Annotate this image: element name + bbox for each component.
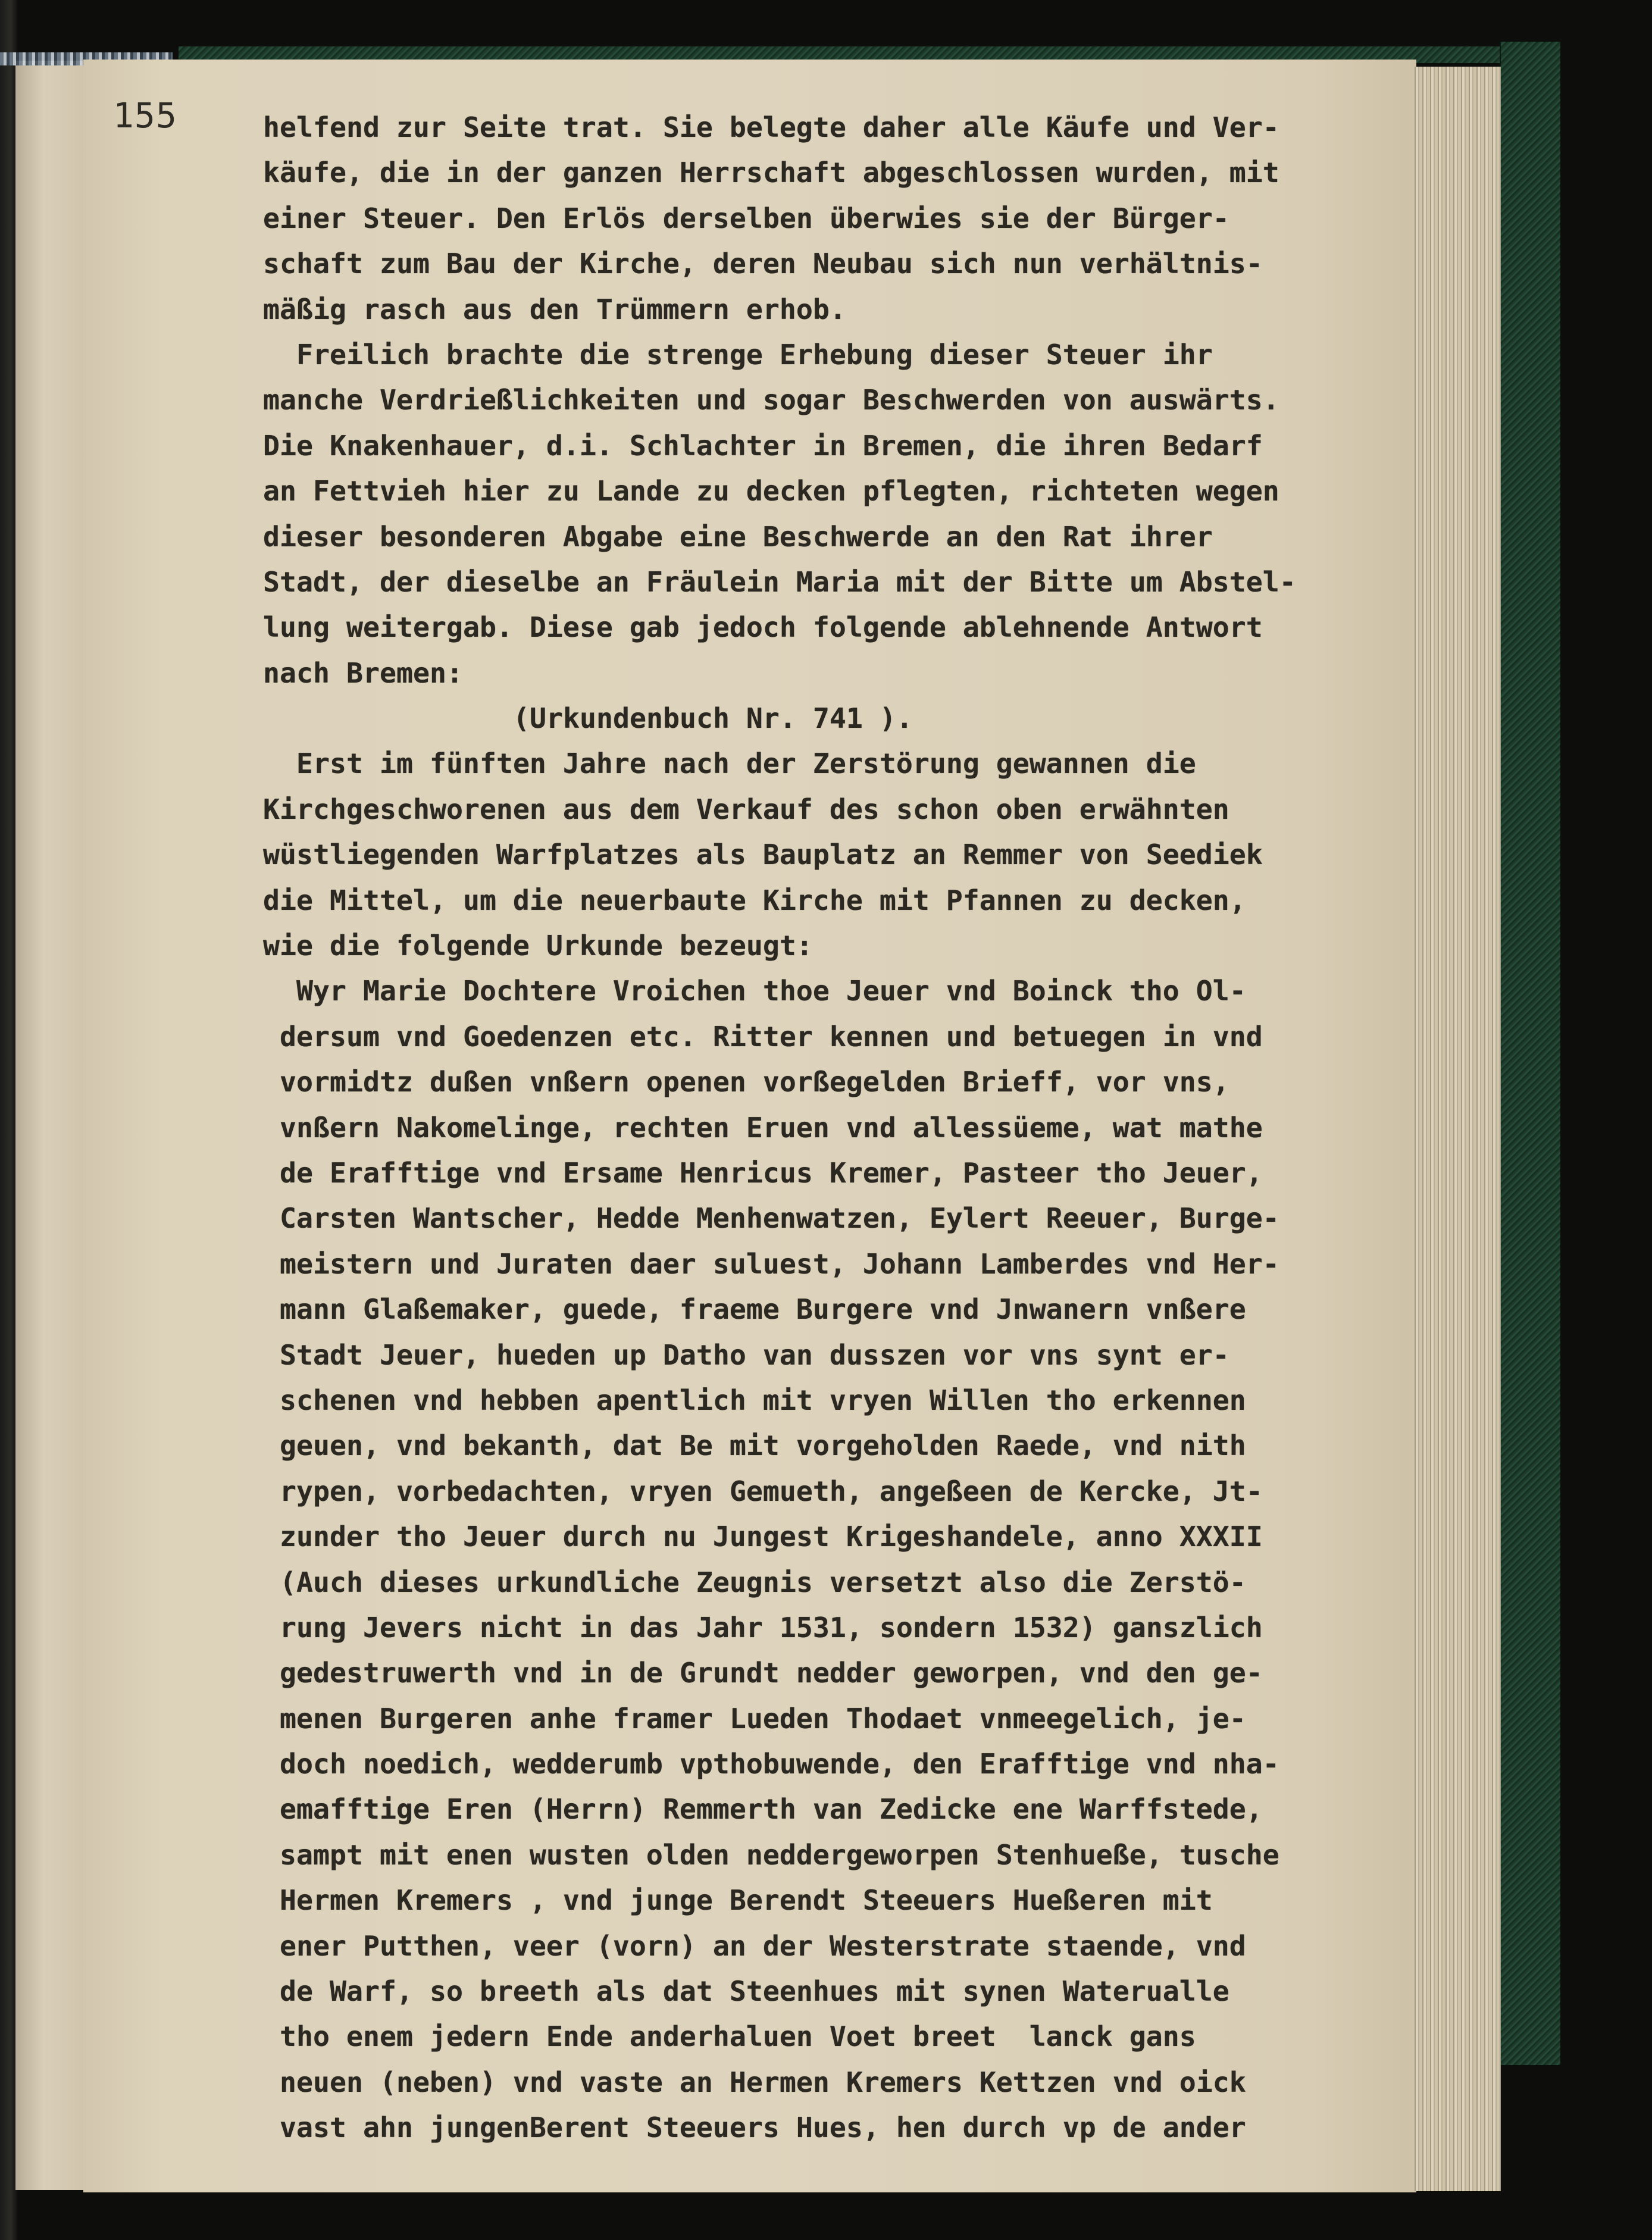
text-line: helfend zur Seite trat. Sie belegte daher alle Käufe und Ver- — [263, 111, 1279, 143]
text-line: nach Bremen: — [263, 656, 463, 689]
text-line: de Warf, so breeth als dat Steenhues mit synen Waterualle — [280, 1975, 1229, 2008]
text-line: Kirchgeschworenen aus dem Verkauf des schon oben erwähnten — [263, 793, 1229, 825]
text-line: lung weitergab. Diese gab jedoch folgende ablehnende Antwort — [263, 611, 1263, 644]
page-number: 155 — [113, 95, 177, 136]
text-line: mäßig rasch aus den Trümmern erhob. — [263, 293, 846, 326]
text-line: sampt mit enen wusten olden neddergeworpen Stenhueße, tusche — [280, 1838, 1279, 1871]
text-line: Die Knakenhauer, d.i. Schlachter in Bremen, die ihren Bedarf — [263, 429, 1263, 462]
text-line: zunder tho Jeuer durch nu Jungest Krigeshandele, anno XXXII — [280, 1521, 1263, 1553]
text-line: vnßern Nakomelinge, rechten Eruen vnd allessüeme, wat mathe — [280, 1111, 1263, 1144]
text-line: Hermen Kremers , vnd junge Berendt Steeuers Hueßeren mit — [280, 1884, 1213, 1917]
text-line: Wyr Marie Dochtere Vroichen thoe Jeuer vnd Boinck tho Ol- — [296, 975, 1246, 1008]
text-line: Carsten Wantscher, Hedde Menhenwatzen, Eylert Reeuer, Burge- — [280, 1202, 1279, 1235]
text-line: an Fettvieh hier zu Lande zu decken pflegten, richteten wegen — [263, 475, 1279, 508]
text-line: gedestruwerth vnd in de Grundt nedder geworpen, vnd den ge- — [280, 1657, 1263, 1690]
text-line: dersum vnd Goedenzen etc. Ritter kennen und betuegen in vnd — [280, 1020, 1263, 1053]
text-line: rypen, vorbedachten, vryen Gemueth, angeßeen de Kercke, Jt- — [280, 1475, 1263, 1507]
text-line: tho enem jedern Ende anderhaluen Voet breet lanck gans — [280, 2020, 1196, 2053]
text-line: wüstliegenden Warfplatzes als Bauplatz an Remmer von Seediek — [263, 839, 1263, 871]
text-line: rung Jevers nicht in das Jahr 1531, sondern 1532) ganszlich — [280, 1611, 1263, 1644]
text-line: schenen vnd hebben apentlich mit vryen Willen tho erkennen — [280, 1384, 1246, 1416]
text-line: menen Burgeren anhe framer Lueden Thodaet vnmeegelich, je- — [280, 1702, 1246, 1735]
text-line: Stadt Jeuer, hueden up Datho van dusszen vor vns synt er- — [280, 1338, 1229, 1371]
text-line: wie die folgende Urkunde bezeugt: — [263, 930, 813, 962]
text-line: Stadt, der dieselbe an Fräulein Maria mit der Bitte um Abstel- — [263, 565, 1296, 598]
text-line: emafftige Eren (Herrn) Remmerth van Zedicke ene Warffstede, — [280, 1793, 1263, 1826]
text-line: neuen (neben) vnd vaste an Hermen Kremers Kettzen vnd oick — [280, 2066, 1246, 2098]
text-line: die Mittel, um die neuerbaute Kirche mit Pfannen zu decken, — [263, 884, 1246, 916]
text-line: ener Putthen, veer (vorn) an der Westerstrate staende, vnd — [280, 1929, 1246, 1962]
text-line: vormidtz dußen vnßern openen vorßegelden Brieff, vor vns, — [280, 1066, 1229, 1099]
text-line: vast ahn jungenBerent Steeuers Hues, hen durch vp de ander — [280, 2111, 1246, 2144]
text-line: (Urkundenbuch Nr. 741 ). — [513, 702, 913, 735]
text-line: (Auch dieses urkundliche Zeugnis versetzt also die Zerstö- — [280, 1566, 1246, 1598]
text-line: geuen, vnd bekanth, dat Be mit vorgeholden Raede, vnd nith — [280, 1429, 1246, 1462]
book-cover-right — [1500, 42, 1560, 2065]
text-line: doch noedich, wedderumb vpthobuwende, den Erafftige vnd nha- — [280, 1748, 1279, 1781]
text-line: käufe, die in der ganzen Herrschaft abgeschlossen wurden, mit — [263, 157, 1279, 189]
text-line: Freilich brachte die strenge Erhebung dieser Steuer ihr — [296, 338, 1213, 371]
text-line: Erst im fünften Jahre nach der Zerstörung gewannen die — [296, 747, 1196, 780]
text-line: schaft zum Bau der Kirche, deren Neubau sich nun verhältnis- — [263, 248, 1263, 280]
text-line: mann Glaßemaker, guede, fraeme Burgere vnd Jnwanern vnßere — [280, 1293, 1246, 1326]
text-line: einer Steuer. Den Erlös derselben überwies sie der Bürger- — [263, 202, 1229, 234]
text-line: meistern und Juraten daer suluest, Johann Lamberdes vnd Her- — [280, 1247, 1279, 1280]
text-line: dieser besonderen Abgabe eine Beschwerde an den Rat ihrer — [263, 520, 1213, 553]
previous-page-edge — [15, 61, 87, 2190]
text-line: de Erafftige vnd Ersame Henricus Kremer, Pasteer tho Jeuer, — [280, 1156, 1263, 1189]
text-line: manche Verdrießlichkeiten und sogar Beschwerden von auswärts. — [263, 384, 1279, 417]
typewritten-text — [263, 105, 1429, 2151]
